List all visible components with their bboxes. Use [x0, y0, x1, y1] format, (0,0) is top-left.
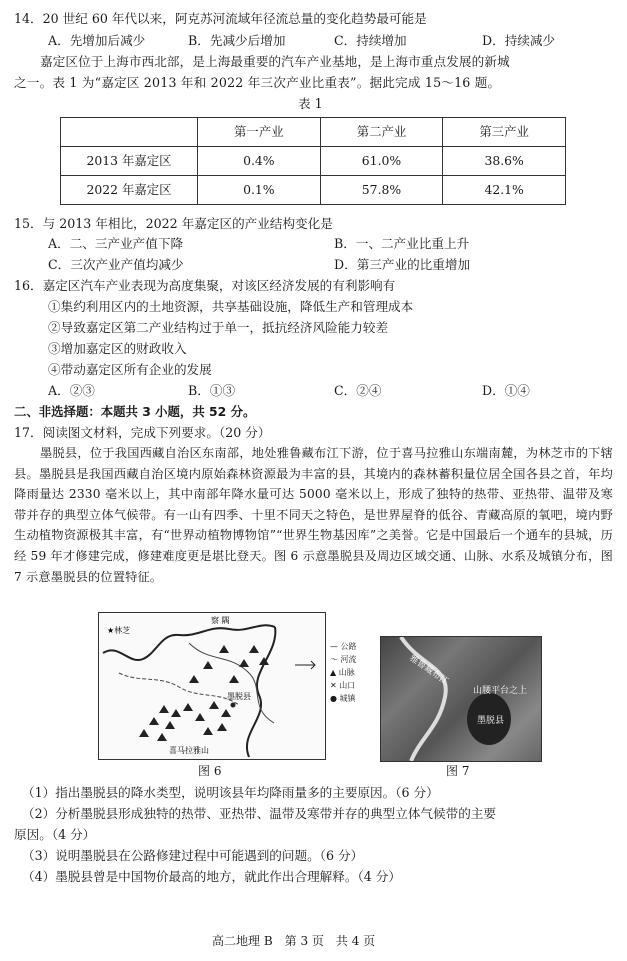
figure7-photo [380, 636, 542, 762]
table1-cell: 0.4% [198, 147, 321, 176]
q16-stem: 16．嘉定区汽车产业表现为高度集聚，对该区经济发展的有利影响有 [14, 278, 396, 293]
legend-road: — 公路 [330, 642, 357, 651]
passage1-line1: 嘉定区位于上海市西北部，是上海最重要的汽车产业基地，是上海市重点发展的新城 [40, 54, 510, 69]
q16-option-b: B．①③ [188, 383, 236, 398]
table1-cell: 2013 年嘉定区 [61, 147, 198, 176]
arrow-icon [295, 661, 315, 669]
figure7-caption: 图 7 [446, 764, 470, 778]
figure6-caption: 图 6 [198, 764, 222, 778]
page-footer: 高二地理 B 第 3 页 共 4 页 [212, 934, 376, 948]
q15-option-d: D．第三产业的比重增加 [334, 257, 471, 272]
table1-cell: 38.6% [443, 147, 566, 176]
q14-option-c: C．持续增加 [334, 33, 407, 48]
table1-header-cell: 第三产业 [443, 118, 566, 147]
photo-label-river: 雅鲁藏布江 [407, 653, 450, 688]
table1-cell: 2022 年嘉定区 [61, 176, 198, 205]
q17-sub4: （4）墨脱县曾是中国物价最高的地方，就此作出合理解释。（4 分） [22, 869, 401, 884]
table1-cell: 0.1% [198, 176, 321, 205]
q16-item-4: ④带动嘉定区所有企业的发展 [48, 362, 212, 377]
q17-stem: 17．阅读图文材料，完成下列要求。（20 分） [14, 425, 271, 440]
table1-row [61, 176, 566, 205]
q16-option-d: D．①④ [482, 383, 530, 398]
map-label-top: 察 隅 [211, 616, 230, 625]
q15-option-c: C．三次产业产值均减少 [48, 257, 184, 272]
map-label-linzhi: ★林芝 [107, 626, 131, 635]
table1 [60, 117, 566, 205]
q15-option-b: B．一、二产业比重上升 [334, 236, 470, 251]
figure6-map [98, 612, 326, 760]
road-line [119, 673, 239, 705]
q16-item-1: ①集约利用区内的土地资源，共享基础设施，降低生产和管理成本 [48, 299, 414, 314]
table1-title: 表 1 [298, 96, 323, 111]
map-label-mountains: 喜马拉雅山 [169, 746, 209, 755]
passage1-line2: 之一。表 1 为“嘉定区 2013 年和 2022 年三次产业比重表”。据此完成 15～16 题。 [14, 75, 501, 90]
figure6-legend [330, 640, 357, 705]
q17-sub2: （2）分析墨脱县形成独特的热带、亚热带、温带及寒带并存的典型立体气候带的主要 [22, 806, 496, 821]
legend-pass: ✕ 山口 [330, 681, 356, 690]
q16-item-3: ③增加嘉定区的财政收入 [48, 341, 187, 356]
photo-graphic [381, 637, 541, 761]
q17-sub1: （1）指出墨脱县的降水类型，说明该县年均降雨量多的主要原因。（6 分） [22, 785, 439, 800]
q14-option-b: B．先减少后增加 [188, 33, 286, 48]
q16-item-2: ②导致嘉定区第二产业结构过于单一，抵抗经济风险能力较差 [48, 320, 389, 335]
q17-passage: 墨脱县，位于我国西藏自治区东南部，地处雅鲁藏布江下游，位于喜马拉雅山东端南麓，为林芝市的下辖县。墨脱县是我国西藏自治区境内原始森林资源最为丰富的县，其境内的森林蓄积量位居全国各县之首，年均降雨量达 2330 毫米以上，其中南部年降水量可达 5000 毫米以上，形成了独特的热带、亚热带、温带及寒带并存的典型立体气候带。有一山有四季、十里不同天之特色，是世界屋脊的低谷、青藏高原的氧吧，境内野生动植物资源极其丰富，有“世界动植物博物馆”“世界生物基因库”之美誉。它是中国最后一个通车的县城，历经 59 年才修建完成，修建难度更是堪比登天。图 6 示意墨脱县及周边区域交通、山脉、水系及城镇分布，图 7 示意墨脱县的位置特征。 [14, 446, 613, 584]
river-line [401, 637, 446, 761]
legend-town: ● 城镇 [330, 694, 356, 703]
q14-stem: 14．20 世纪 60 年代以来，阿克苏河流域年径流总量的变化趋势最可能是 [14, 11, 427, 26]
county-marker [231, 703, 236, 708]
legend-mountain: ▲ 山脉 [330, 668, 355, 677]
q14-option-a: A．先增加后减少 [48, 33, 146, 48]
table1-header-row [61, 118, 566, 147]
q17-sub3: （3）说明墨脱县在公路修建过程中可能遇到的问题。（6 分） [22, 848, 364, 863]
q16-option-c: C．②④ [334, 383, 382, 398]
q15-option-a: A．二、三产业产值下降 [48, 236, 184, 251]
table1-header-cell: 第一产业 [198, 118, 321, 147]
river-line [247, 627, 275, 757]
photo-label-terrace: 山腰平台之上 [473, 686, 528, 696]
table1-cell: 42.1% [443, 176, 566, 205]
legend-river: ～ 河流 [330, 655, 357, 664]
q17-sub2-cont: 原因。（4 分） [14, 827, 96, 842]
q14-option-d: D．持续减少 [482, 33, 556, 48]
table1-header-cell [61, 118, 198, 147]
table1-header-cell: 第二产业 [320, 118, 443, 147]
table1-row [61, 147, 566, 176]
q15-stem: 15．与 2013 年相比，2022 年嘉定区的产业结构变化是 [14, 216, 333, 231]
q16-option-a: A．②③ [48, 383, 95, 398]
map-label-county: 墨脱县 [227, 692, 251, 701]
photo-label-county: 墨脱县 [477, 716, 505, 726]
table1-cell: 57.8% [320, 176, 443, 205]
table1-cell: 61.0% [320, 147, 443, 176]
section2-heading: 二、非选择题：本题共 3 小题，共 52 分。 [14, 404, 256, 419]
map-graphic [99, 613, 325, 759]
